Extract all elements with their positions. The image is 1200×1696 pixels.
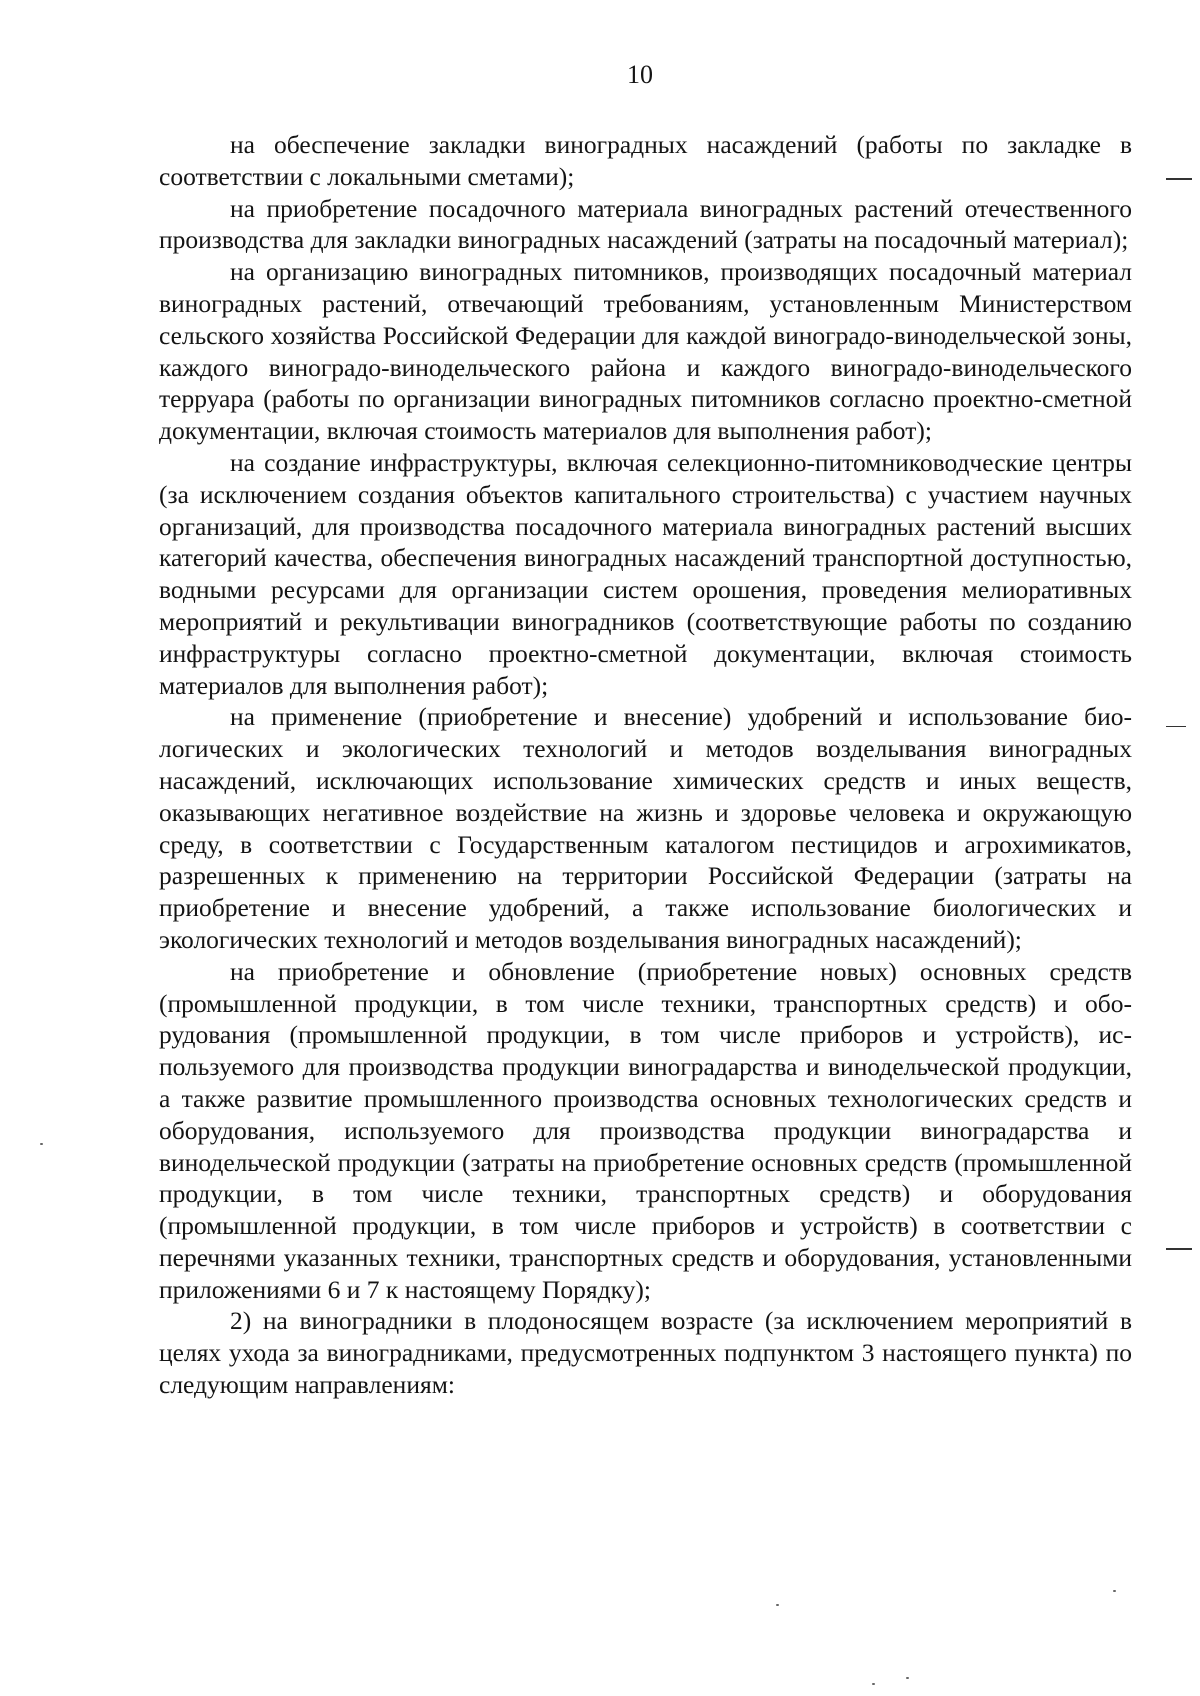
body-text	[159, 129, 1132, 1401]
margin-dash-mark	[1166, 726, 1186, 727]
scan-speck	[776, 1604, 779, 1606]
margin-dash-mark	[1166, 1248, 1192, 1250]
paragraph-fertilizers: на применение (приобретение и внесение) удобрений и использование биологических и экологических технологий и методов возделывания виноградных насаждений, исключающих использование химических средств и иных веществ, оказывающих негативное воздействие на жизнь и здоровье человека и окружающую среду, в соответствии с Государственным каталогом пестицидов и агрохимикатов, разрешенных к применению на территории Российской Федерации (затраты на приобретение и внесение удобрений, а также использование биологических и экологических технологий и методов возделывания виноградных насаждений);	[159, 702, 1132, 954]
scan-speck	[40, 1143, 43, 1145]
paragraph-planting-material: на приобретение посадочного материала виноградных растений отечественного производства для закладки виноградных насаждений (затраты на посадочный материал);	[159, 193, 1132, 255]
paragraph-nurseries: на организацию виноградных питомников, производящих посадочный материал виноградных растений, отвечающий требованиям, установленным Министерством сельского хозяйства Российской Федерации для каждой виноградо-винодельческой зоны, каждого виноградо-винодельческого района и каждого виноградо-винодельческого терруара (работы по организации виноградных питомников согласно проектно-сметной документации, включая стоимость материалов для выполнения работ);	[159, 257, 1132, 446]
paragraph-fruiting-vineyards: 2) на виноградники в плодоносящем возрасте (за исключением мероприятий в целях ухода за виноградниками, предусмотренных подпунктом 3 настоящего пункта) по следующим направлениям:	[159, 1306, 1132, 1400]
paragraph-infrastructure: на создание инфраструктуры, включая селекционно-питомниководческие центры (за исключением создания объектов капитального строительства) с участием научных организаций, для производства посадочного материала виноградных растений высших категорий качества, обеспечения виноградных насаждений транспортной доступностью, водными ресурсами для организации систем орошения, проведения мелиоративных мероприятий и рекультивации виноградников (соответствующие работы по созданию инфраструктуры согласно проектно-сметной документации, включая стоимость материалов для выполнения работ);	[159, 447, 1132, 700]
scan-speck	[906, 1677, 909, 1679]
paragraph-fixed-assets: на приобретение и обновление (приобретение новых) основных средств (промышленной продукции, в том числе техники, транспортных средств) и оборудования (промышленной продукции, в том числе приборов и устройств), используемого для производства продукции виноградарства и винодельческой продукции, а также развитие промышленного производства основных технологических средств и оборудования, используемого для производства продукции виноградарства и винодельческой продукции (затраты на приобретение основных средств (промышленной продукции, в том числе техники, транспортных средств) и оборудования (промышленной продукции, в том числе приборов и устройств) в соответствии с перечнями указанных техники, транспортных средств и оборудования, установленными приложениями 6 и 7 к настоящему Порядку);	[159, 956, 1132, 1304]
margin-dash-mark	[1166, 178, 1192, 180]
page-number: 10	[627, 60, 653, 89]
scan-speck	[1113, 1590, 1116, 1592]
scan-speck	[872, 1683, 875, 1685]
paragraph-vineyard-planting: на обеспечение закладки виноградных насаждений (работы по закладке в соответствии с локальными сметами);	[159, 130, 1132, 191]
